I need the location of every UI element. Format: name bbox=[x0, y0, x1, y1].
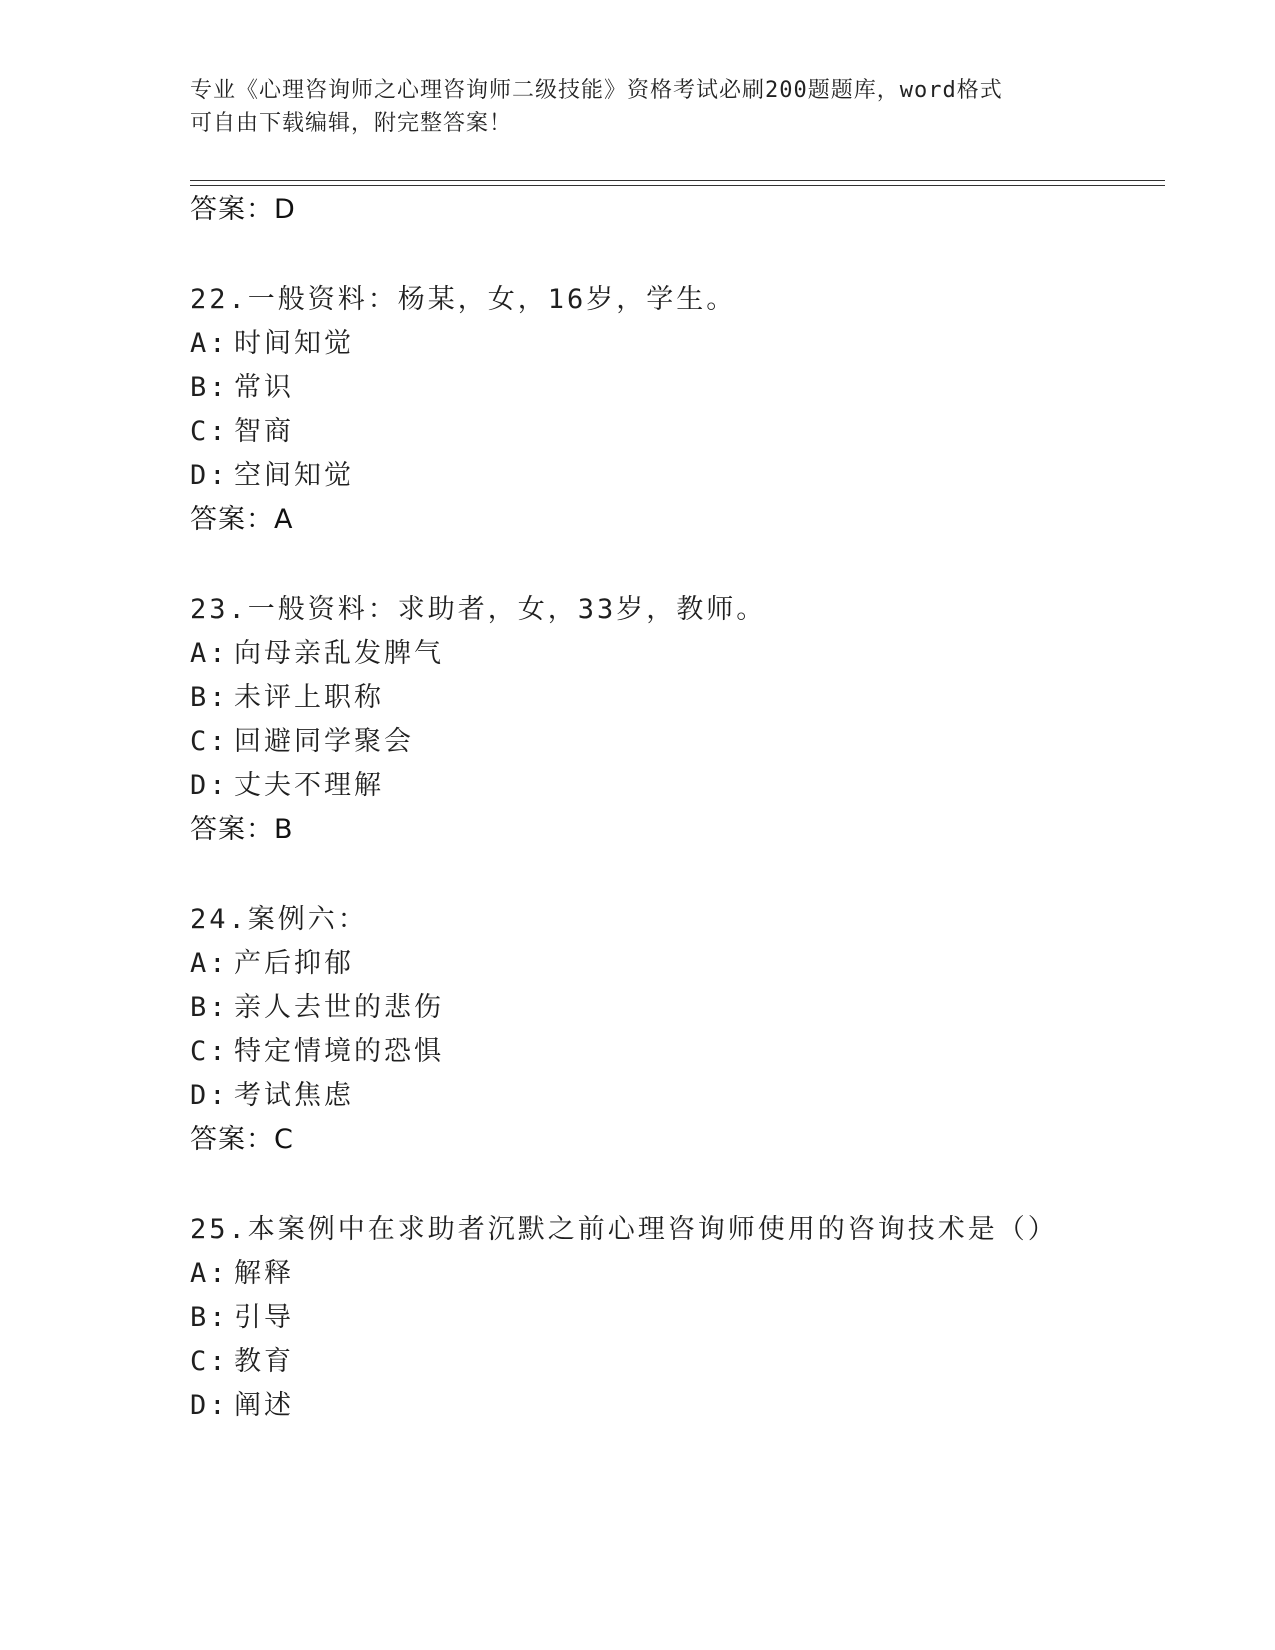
option-key: A: bbox=[190, 328, 229, 359]
option-text: 智商 bbox=[234, 416, 294, 447]
option-key: D: bbox=[190, 460, 229, 491]
question-23-option-a bbox=[190, 634, 444, 674]
option-key: C: bbox=[190, 416, 229, 447]
header-divider-bottom bbox=[190, 185, 1165, 186]
option-text: 丈夫不理解 bbox=[234, 770, 384, 801]
question-22-option-b bbox=[190, 368, 294, 408]
question-24-option-b bbox=[190, 988, 444, 1028]
option-text: 产后抑郁 bbox=[234, 948, 354, 979]
option-text: 常识 bbox=[234, 372, 294, 403]
option-key: D: bbox=[190, 770, 229, 801]
question-25-option-d bbox=[190, 1386, 294, 1426]
header-line-1: 专业《心理咨询师之心理咨询师二级技能》资格考试必刷200题题库，word格式 bbox=[190, 78, 1003, 103]
option-key: C: bbox=[190, 1346, 229, 1377]
header-divider-top bbox=[190, 180, 1165, 181]
option-text: 引导 bbox=[234, 1302, 294, 1333]
option-text: 空间知觉 bbox=[234, 460, 354, 491]
option-key: D: bbox=[190, 1390, 229, 1421]
question-23-option-b bbox=[190, 678, 384, 718]
question-23-option-d bbox=[190, 766, 384, 806]
question-22-option-c bbox=[190, 412, 294, 452]
option-key: B: bbox=[190, 992, 229, 1023]
question-23-answer: 答案：B bbox=[190, 814, 294, 845]
question-25-option-b bbox=[190, 1298, 294, 1338]
option-key: B: bbox=[190, 1302, 229, 1333]
question-22-answer: 答案：A bbox=[190, 504, 294, 535]
option-key: C: bbox=[190, 1036, 229, 1067]
option-key: C: bbox=[190, 726, 229, 757]
header-line-2: 可自由下载编辑，附完整答案！ bbox=[190, 111, 513, 136]
option-key: A: bbox=[190, 638, 229, 669]
option-text: 特定情境的恐惧 bbox=[234, 1036, 444, 1067]
option-text: 解释 bbox=[234, 1258, 294, 1289]
option-key: A: bbox=[190, 1258, 229, 1289]
question-22: 22.一般资料：杨某，女，16岁，学生。 bbox=[190, 284, 737, 315]
option-text: 回避同学聚会 bbox=[234, 726, 414, 757]
question-24-option-d bbox=[190, 1076, 354, 1116]
question-25-option-a bbox=[190, 1254, 294, 1294]
option-text: 教育 bbox=[234, 1346, 294, 1377]
option-text: 向母亲乱发脾气 bbox=[234, 638, 444, 669]
option-text: 亲人去世的悲伤 bbox=[234, 992, 444, 1023]
option-text: 考试焦虑 bbox=[234, 1080, 354, 1111]
question-23-option-c bbox=[190, 722, 414, 762]
question-24-option-a bbox=[190, 944, 354, 984]
question-24-answer: 答案：C bbox=[190, 1124, 294, 1155]
option-text: 未评上职称 bbox=[234, 682, 384, 713]
question-22-option-a bbox=[190, 324, 354, 364]
option-key: B: bbox=[190, 682, 229, 713]
option-key: A: bbox=[190, 948, 229, 979]
question-25-option-c bbox=[190, 1342, 294, 1382]
question-23: 23.一般资料：求助者，女，33岁，教师。 bbox=[190, 594, 767, 625]
question-25: 25.本案例中在求助者沉默之前心理咨询师使用的咨询技术是（） bbox=[190, 1214, 1058, 1245]
answer-prev: 答案：D bbox=[190, 194, 296, 225]
option-key: B: bbox=[190, 372, 229, 403]
option-key: D: bbox=[190, 1080, 229, 1111]
question-24-option-c bbox=[190, 1032, 444, 1072]
question-24: 24.案例六： bbox=[190, 904, 368, 935]
option-text: 阐述 bbox=[234, 1390, 294, 1421]
question-22-option-d bbox=[190, 456, 354, 496]
option-text: 时间知觉 bbox=[234, 328, 354, 359]
document-header bbox=[190, 74, 1090, 140]
